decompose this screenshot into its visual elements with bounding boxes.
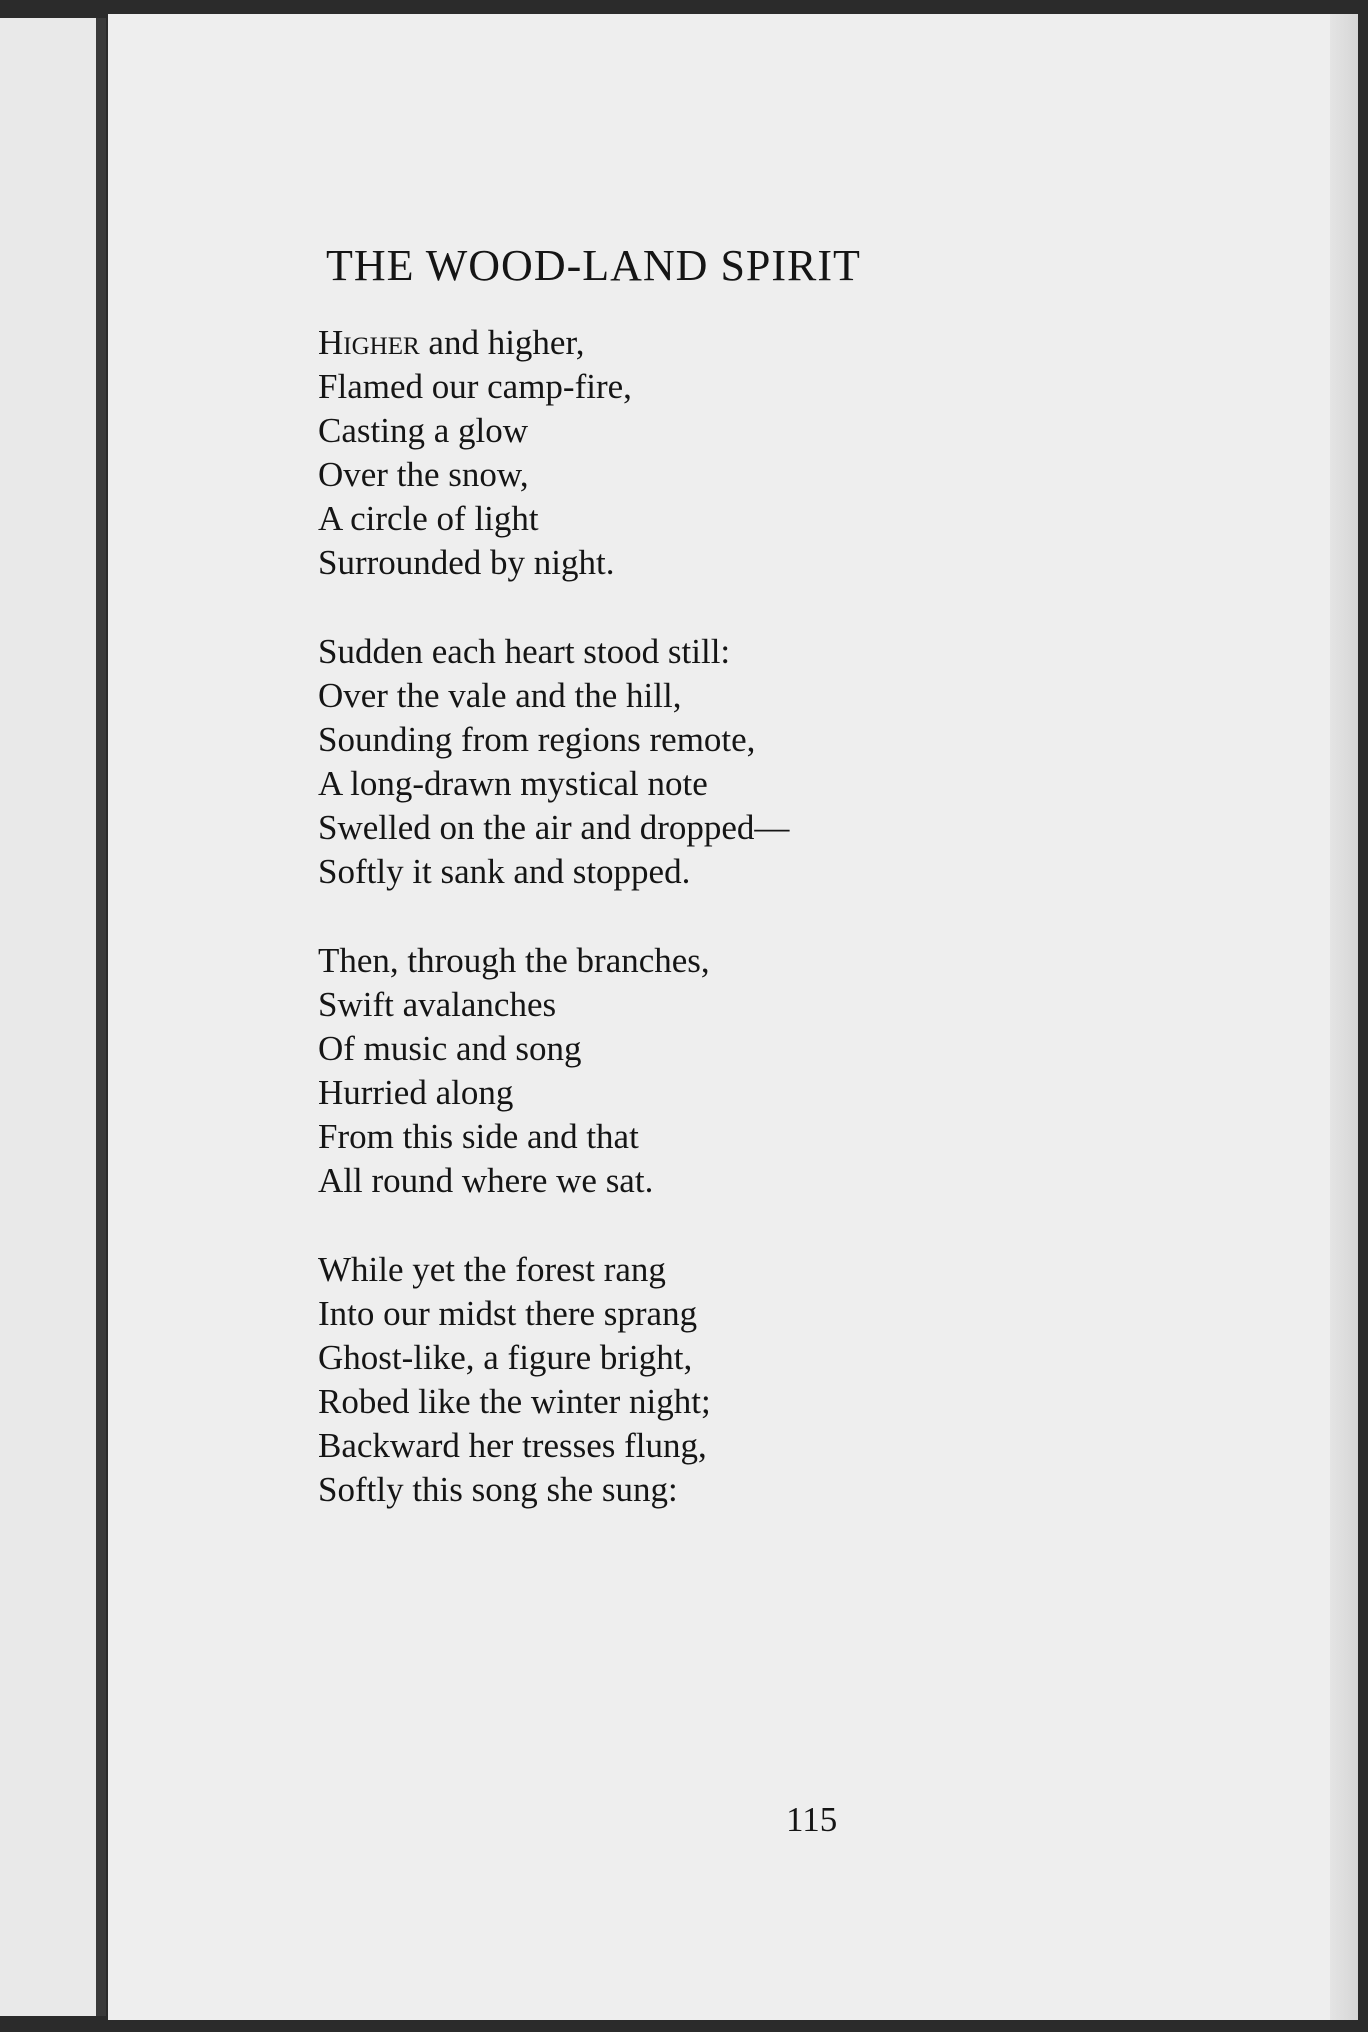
poem-line: A circle of light (318, 499, 539, 538)
poem-line: While yet the forest rang (318, 1250, 666, 1289)
drop-word: Higher (318, 323, 420, 362)
poem-line: Then, through the branches, (318, 941, 710, 980)
stanza-2 (318, 630, 1078, 894)
poem (318, 240, 1078, 1839)
poem-line: Swift avalanches (318, 985, 557, 1024)
stanza-4 (318, 1248, 1078, 1512)
scan-background (0, 2020, 1368, 2032)
page-edge-shadow (1330, 14, 1358, 2024)
stanza-1 (318, 321, 1078, 585)
poem-title: THE WOOD-LAND SPIRIT (326, 241, 861, 290)
poem-line: Robed like the winter night; (318, 1382, 711, 1421)
facing-page-edge (0, 18, 106, 2016)
book-page (108, 14, 1358, 2024)
poem-line: Sounding from regions remote, (318, 720, 756, 759)
poem-line: Surrounded by night. (318, 543, 615, 582)
poem-line: Ghost-like, a figure bright, (318, 1338, 693, 1377)
poem-line: From this side and that (318, 1117, 639, 1156)
poem-line: A long-drawn mystical note (318, 764, 708, 803)
poem-line: Flamed our camp-fire, (318, 367, 632, 406)
poem-line: All round where we sat. (318, 1161, 654, 1200)
poem-line: Casting a glow (318, 411, 528, 450)
poem-line (318, 321, 1078, 365)
page-number: 115 (786, 1800, 838, 1839)
poem-line: Softly this song she sung: (318, 1470, 678, 1509)
poem-line: Hurried along (318, 1073, 514, 1112)
poem-line: Of music and song (318, 1029, 582, 1068)
poem-line: Over the snow, (318, 455, 529, 494)
poem-line: Softly it sank and stopped. (318, 852, 691, 891)
poem-line: Into our midst there sprang (318, 1294, 698, 1333)
stanza-3 (318, 939, 1078, 1203)
poem-line: Sudden each heart stood still: (318, 632, 731, 671)
first-line-rest: and higher, (419, 323, 585, 362)
poem-line: Over the vale and the hill, (318, 676, 682, 715)
poem-line: Backward her tresses flung, (318, 1426, 707, 1465)
poem-line: Swelled on the air and dropped— (318, 808, 790, 847)
